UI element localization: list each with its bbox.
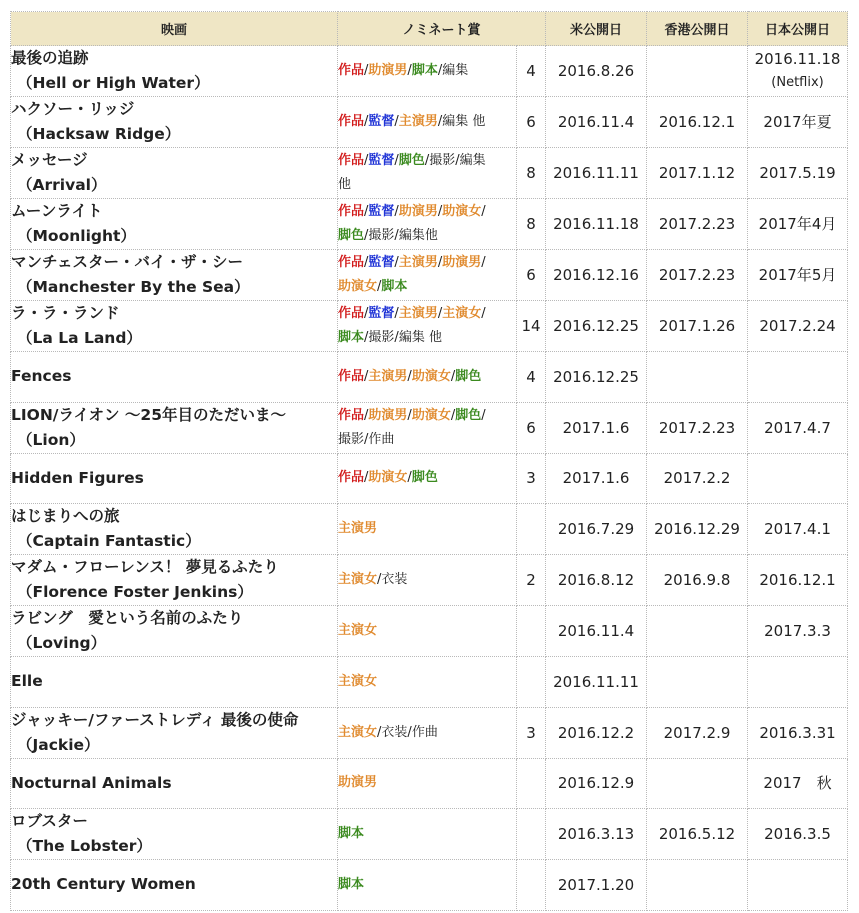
jp-release-date-value: 2016.3.31 [759, 723, 836, 742]
jp-release-date-value: 2017.4.7 [764, 418, 831, 437]
nominations-cell [338, 199, 517, 250]
us-release-date [546, 97, 647, 148]
us-release-date-value: 2016.11.11 [553, 164, 639, 182]
hk-release-date [647, 860, 748, 911]
film-title-ja: Nocturnal Animals [11, 773, 172, 792]
film-title-cell [11, 606, 338, 657]
us-release-date [546, 657, 647, 708]
nomination-separator: / [481, 204, 486, 219]
hk-release-date-value: 2017.1.12 [658, 164, 736, 182]
us-release-date-value: 2016.12.25 [553, 367, 639, 386]
nominations-cell [338, 707, 517, 758]
film-title-ja: ジャッキー/ファーストレディ 最後の使命 [11, 710, 299, 729]
nomination-category: 作品 [338, 306, 365, 321]
nomination-category: 脚本 [338, 330, 365, 345]
nomination-category: 作品 [338, 153, 365, 168]
us-release-date [546, 555, 647, 606]
film-title-ja: 最後の追跡 [11, 49, 89, 67]
hk-release-date [647, 97, 748, 148]
us-release-date-value: 2016.12.2 [557, 723, 635, 742]
us-release-date-value: 2016.11.11 [553, 672, 639, 691]
jp-release-date [748, 402, 848, 453]
jp-release-date-value: 2017 秋 [763, 774, 832, 793]
us-release-date-value: 2016.3.13 [557, 825, 635, 843]
film-title-ja: Hidden Figures [11, 468, 144, 487]
nomination-category: 脚色 [455, 368, 482, 384]
nomination-separator: / [364, 470, 369, 486]
nomination-separator: / [394, 114, 399, 129]
hk-release-date [647, 657, 748, 708]
nomination-category: 作曲 [411, 724, 438, 740]
us-release-date [546, 504, 647, 555]
jp-release-date-value: 2017.4.1 [764, 520, 831, 538]
nomination-separator: / [364, 407, 369, 423]
nomination-category: 撮影 [338, 431, 365, 447]
hk-release-date-value: 2016.9.8 [663, 571, 731, 589]
us-release-date [546, 860, 647, 911]
hk-release-date [647, 504, 748, 555]
nomination-category: 作品 [338, 204, 365, 219]
hk-release-date-value: 2017.2.23 [658, 418, 736, 437]
nominations-cell [338, 352, 517, 403]
hk-release-date-value: 2017.2.9 [663, 723, 731, 742]
nominations-cell [338, 46, 517, 97]
nominations-cell [338, 504, 517, 555]
nominations-cell [338, 148, 517, 199]
film-title-en: （Lion） [17, 430, 85, 449]
table-row [11, 657, 848, 708]
us-release-date [546, 352, 647, 403]
film-title-ja: Elle [11, 672, 43, 691]
table-row [11, 758, 848, 809]
film-title-en: （Jackie） [17, 735, 100, 754]
hk-release-date [647, 453, 748, 504]
nomination-category: 助演男 [442, 255, 482, 270]
us-release-date [546, 250, 647, 301]
nomination-category: 他 [338, 177, 352, 192]
oscar-nominations-table [10, 11, 848, 911]
table-row [11, 199, 848, 250]
film-title-cell [11, 97, 338, 148]
hk-release-date [647, 250, 748, 301]
nomination-count: 2 [517, 555, 546, 606]
nomination-count: 3 [517, 707, 546, 758]
nomination-category: 作品 [338, 63, 365, 78]
nomination-category: 衣装 [381, 724, 408, 740]
nominations-cell [338, 809, 517, 860]
nomination-count: 3 [517, 453, 546, 504]
nomination-category: 主演女 [338, 572, 378, 587]
nomination-category: 助演男 [368, 407, 408, 423]
film-title-ja: メッセージ [11, 151, 88, 169]
nominations-cell [338, 606, 517, 657]
table-row [11, 46, 848, 97]
nomination-separator: / [377, 724, 382, 740]
nomination-count [517, 657, 546, 708]
film-title-ja: ムーンライト [11, 202, 103, 220]
nominations-cell [338, 657, 517, 708]
hk-release-date-value: 2016.12.1 [658, 113, 736, 131]
nomination-category: 作品 [338, 255, 365, 270]
film-title-en: （Florence Foster Jenkins） [17, 583, 253, 601]
nomination-separator: / [394, 255, 399, 270]
nominations-cell [338, 453, 517, 504]
film-title-cell [11, 453, 338, 504]
film-title-ja: はじまりへの旅 [11, 507, 120, 525]
table-row [11, 809, 848, 860]
table-row [11, 707, 848, 758]
us-release-date-value: 2016.7.29 [557, 520, 635, 538]
film-title-ja: ラビング 愛という名前のふたり [11, 609, 244, 627]
us-release-date [546, 453, 647, 504]
film-title-en: （Manchester By the Sea） [17, 278, 250, 296]
nomination-separator: / [481, 255, 486, 270]
header-row [11, 12, 848, 46]
jp-release-date-value: 2017年4月 [758, 215, 837, 233]
nomination-separator: / [364, 63, 369, 78]
film-title-cell [11, 352, 338, 403]
nomination-category: 助演男 [338, 775, 378, 791]
table-body [11, 46, 848, 911]
hk-release-date [647, 402, 748, 453]
header-nominations: ノミネート賞 [338, 12, 546, 46]
us-release-date [546, 301, 647, 352]
nomination-category: 助演女 [368, 470, 408, 486]
jp-release-date [748, 250, 848, 301]
table-row [11, 555, 848, 606]
nomination-category: 監督 [368, 306, 395, 321]
nomination-count: 8 [517, 199, 546, 250]
film-title-cell [11, 555, 338, 606]
nomination-separator: / [364, 368, 369, 384]
us-release-date-value: 2017.1.6 [562, 418, 630, 437]
table-row [11, 402, 848, 453]
jp-release-note: (Netflix) [771, 75, 824, 90]
us-release-date-value: 2016.8.12 [557, 571, 635, 589]
table-row [11, 97, 848, 148]
nomination-category: 主演女 [338, 623, 378, 638]
nominations-cell [338, 860, 517, 911]
us-release-date-value: 2017.1.20 [557, 875, 635, 894]
us-release-date-value: 2016.11.4 [557, 113, 635, 131]
nomination-category: 編集 他 [442, 114, 486, 129]
hk-release-date-value: 2017.2.2 [663, 469, 731, 488]
nominations-cell [338, 97, 517, 148]
nomination-category: 助演女 [338, 279, 378, 294]
nominations-cell [338, 301, 517, 352]
us-release-date [546, 148, 647, 199]
nomination-category: 作品 [338, 368, 365, 384]
nomination-category: 作品 [338, 407, 365, 423]
nomination-separator: / [364, 114, 369, 129]
header-title: 映画 [11, 12, 338, 46]
hk-release-date-value: 2017.2.23 [658, 215, 736, 233]
nomination-category: 脚本 [411, 63, 438, 78]
header-hk-release: 香港公開日 [647, 12, 748, 46]
film-title-en: （Captain Fantastic） [17, 532, 201, 550]
nomination-separator: / [407, 407, 412, 423]
nomination-separator: / [364, 255, 369, 270]
film-title-en: （La La Land） [17, 329, 142, 347]
nomination-category: 助演男 [368, 63, 408, 78]
jp-release-date [748, 555, 848, 606]
header-jp-release: 日本公開日 [748, 12, 848, 46]
nomination-category: 監督 [368, 153, 395, 168]
hk-release-date-value: 2016.12.29 [654, 520, 740, 538]
us-release-date [546, 46, 647, 97]
nomination-count: 14 [517, 301, 546, 352]
jp-release-date [748, 758, 848, 809]
film-title-ja: ハクソー・リッジ [11, 100, 135, 118]
nomination-category: 監督 [368, 114, 395, 129]
nominations-cell [338, 402, 517, 453]
table-row [11, 301, 848, 352]
jp-release-date [748, 46, 848, 97]
nomination-count [517, 809, 546, 860]
film-title-ja: マダム・フローレンス！ 夢見るふたり [11, 558, 279, 576]
hk-release-date-value: 2017.1.26 [658, 317, 736, 335]
jp-release-date [748, 606, 848, 657]
nomination-category: 主演男 [398, 255, 438, 270]
us-release-date [546, 809, 647, 860]
nomination-separator: / [407, 470, 412, 486]
film-title-en: （Loving） [17, 634, 107, 652]
jp-release-date-value: 2017年5月 [758, 266, 837, 284]
jp-release-date [748, 504, 848, 555]
nominations-cell [338, 555, 517, 606]
film-title-ja: Fences [11, 367, 72, 386]
nomination-category: 作品 [338, 114, 365, 129]
film-title-en: （Moonlight） [17, 227, 136, 245]
hk-release-date [647, 606, 748, 657]
table-row [11, 453, 848, 504]
nomination-separator: / [364, 431, 369, 447]
nomination-separator: / [377, 279, 382, 294]
nomination-category: 衣装 [381, 572, 408, 587]
jp-release-date-value: 2016.12.1 [759, 571, 836, 589]
us-release-date-value: 2017.1.6 [562, 469, 630, 488]
nomination-separator: / [394, 153, 399, 168]
nomination-separator: / [364, 204, 369, 219]
hk-release-date [647, 46, 748, 97]
nominations-cell [338, 758, 517, 809]
nomination-separator: / [437, 306, 443, 321]
hk-release-date [647, 707, 748, 758]
nomination-category: 脚本 [381, 279, 408, 294]
film-title-en: （Hacksaw Ridge） [17, 125, 181, 143]
nomination-separator: / [450, 368, 456, 384]
jp-release-date-value: 2016.3.5 [764, 825, 831, 843]
table-header [11, 12, 848, 46]
nomination-separator: / [394, 204, 399, 219]
nomination-separator: / [407, 368, 412, 384]
jp-release-date [748, 453, 848, 504]
film-title-en: （The Lobster） [17, 837, 152, 855]
nomination-count: 6 [517, 402, 546, 453]
jp-release-date [748, 97, 848, 148]
table-row [11, 250, 848, 301]
table-row [11, 352, 848, 403]
us-release-date-value: 2016.11.4 [557, 622, 635, 640]
us-release-date [546, 758, 647, 809]
nomination-count [517, 606, 546, 657]
nomination-separator: / [437, 63, 443, 78]
nomination-category: 脚色 [398, 153, 425, 168]
nomination-category: 脚本 [338, 826, 365, 841]
film-title-cell [11, 148, 338, 199]
jp-release-date [748, 352, 848, 403]
us-release-date [546, 707, 647, 758]
nomination-category: 助演女 [411, 407, 451, 423]
nomination-category: 助演男 [398, 204, 438, 219]
header-us-release: 米公開日 [546, 12, 647, 46]
hk-release-date-value: 2016.5.12 [658, 825, 736, 843]
hk-release-date [647, 199, 748, 250]
jp-release-date-value: 2017.2.24 [759, 317, 836, 335]
nomination-count [517, 860, 546, 911]
nomination-category: 撮影 [429, 153, 456, 168]
nomination-separator: / [407, 724, 412, 740]
us-release-date-value: 2016.12.16 [553, 266, 639, 284]
us-release-date-value: 2016.12.25 [553, 317, 639, 335]
film-title-ja: LION/ライオン ～25年目のただいま～ [11, 405, 286, 424]
nomination-category: 脚色 [455, 407, 482, 423]
film-title-cell [11, 504, 338, 555]
nomination-separator: / [364, 153, 369, 168]
jp-release-date [748, 301, 848, 352]
us-release-date [546, 402, 647, 453]
table-row [11, 606, 848, 657]
film-title-ja: 20th Century Women [11, 875, 196, 894]
film-title-en: （Hell or High Water） [17, 74, 210, 92]
nomination-separator: / [481, 306, 486, 321]
nomination-category: 脚色 [411, 470, 438, 486]
nomination-separator: / [407, 63, 412, 78]
nomination-separator: / [364, 330, 369, 345]
nomination-separator: / [364, 306, 369, 321]
nomination-separator: / [437, 204, 443, 219]
nomination-count: 4 [517, 46, 546, 97]
nomination-count [517, 758, 546, 809]
jp-release-date [748, 657, 848, 708]
hk-release-date [647, 352, 748, 403]
film-title-cell [11, 860, 338, 911]
film-title-en: （Arrival） [17, 176, 107, 194]
film-title-cell [11, 402, 338, 453]
nomination-category: 主演女 [338, 673, 378, 689]
nominations-cell [338, 250, 517, 301]
table-row [11, 504, 848, 555]
nomination-separator: / [437, 114, 443, 129]
nomination-separator: / [394, 330, 399, 345]
nomination-category: 編集 [459, 153, 486, 168]
jp-release-date [748, 148, 848, 199]
nomination-count: 4 [517, 352, 546, 403]
film-title-cell [11, 758, 338, 809]
film-title-ja: マンチェスター・バイ・ザ・シー [11, 253, 244, 271]
jp-release-date-value: 2017年夏 [763, 113, 832, 131]
film-title-cell [11, 301, 338, 352]
nomination-separator: / [424, 153, 430, 168]
nomination-category: 作品 [338, 470, 365, 486]
nomination-separator: / [394, 228, 399, 243]
film-title-cell [11, 707, 338, 758]
film-title-cell [11, 199, 338, 250]
nomination-category: 撮影 [368, 330, 395, 345]
nomination-count: 8 [517, 148, 546, 199]
jp-release-date-value: 2017.5.19 [759, 164, 836, 182]
nomination-category: 助演女 [411, 368, 451, 384]
nomination-category: 編集 他 [398, 330, 442, 345]
hk-release-date [647, 809, 748, 860]
film-title-cell [11, 250, 338, 301]
nomination-category: 作曲 [368, 431, 395, 447]
us-release-date [546, 606, 647, 657]
hk-release-date [647, 301, 748, 352]
hk-release-date [647, 555, 748, 606]
jp-release-date-value: 2017.3.3 [764, 622, 831, 640]
nomination-category: 撮影 [368, 228, 395, 243]
nomination-category: 主演男 [338, 521, 378, 536]
jp-release-date-value: 2016.11.18 [754, 50, 841, 68]
nomination-category: 主演男 [398, 306, 438, 321]
nomination-category: 主演男 [398, 114, 438, 129]
nomination-category: 脚本 [338, 876, 365, 892]
nomination-separator: / [364, 228, 369, 243]
us-release-date-value: 2016.11.18 [553, 215, 639, 233]
nomination-separator: / [437, 255, 443, 270]
film-title-cell [11, 657, 338, 708]
nomination-category: 助演女 [442, 204, 482, 219]
nomination-category: 監督 [368, 204, 395, 219]
jp-release-date [748, 199, 848, 250]
nomination-separator: / [377, 572, 382, 587]
us-release-date-value: 2016.12.9 [557, 774, 635, 793]
nomination-separator: / [450, 407, 456, 423]
nomination-category: 主演女 [442, 306, 482, 321]
us-release-date [546, 199, 647, 250]
hk-release-date [647, 758, 748, 809]
nomination-category: 脚色 [338, 228, 365, 243]
jp-release-date [748, 707, 848, 758]
film-title-cell [11, 46, 338, 97]
nomination-separator: / [455, 153, 460, 168]
nomination-separator: / [394, 306, 399, 321]
nomination-category: 監督 [368, 255, 395, 270]
film-title-cell [11, 809, 338, 860]
us-release-date-value: 2016.8.26 [557, 62, 635, 80]
nomination-category: 主演男 [368, 368, 408, 384]
table-row [11, 148, 848, 199]
nomination-count [517, 504, 546, 555]
nomination-count: 6 [517, 250, 546, 301]
hk-release-date-value: 2017.2.23 [658, 266, 736, 284]
nomination-separator: / [481, 407, 486, 423]
nomination-category: 編集他 [398, 228, 438, 243]
jp-release-date [748, 860, 848, 911]
film-title-ja: ラ・ラ・ランド [11, 304, 120, 322]
film-title-ja: ロブスター [11, 812, 88, 830]
jp-release-date [748, 809, 848, 860]
hk-release-date [647, 148, 748, 199]
table-row [11, 860, 848, 911]
nomination-count: 6 [517, 97, 546, 148]
nomination-category: 主演女 [338, 724, 378, 740]
nomination-category: 編集 [442, 63, 469, 78]
